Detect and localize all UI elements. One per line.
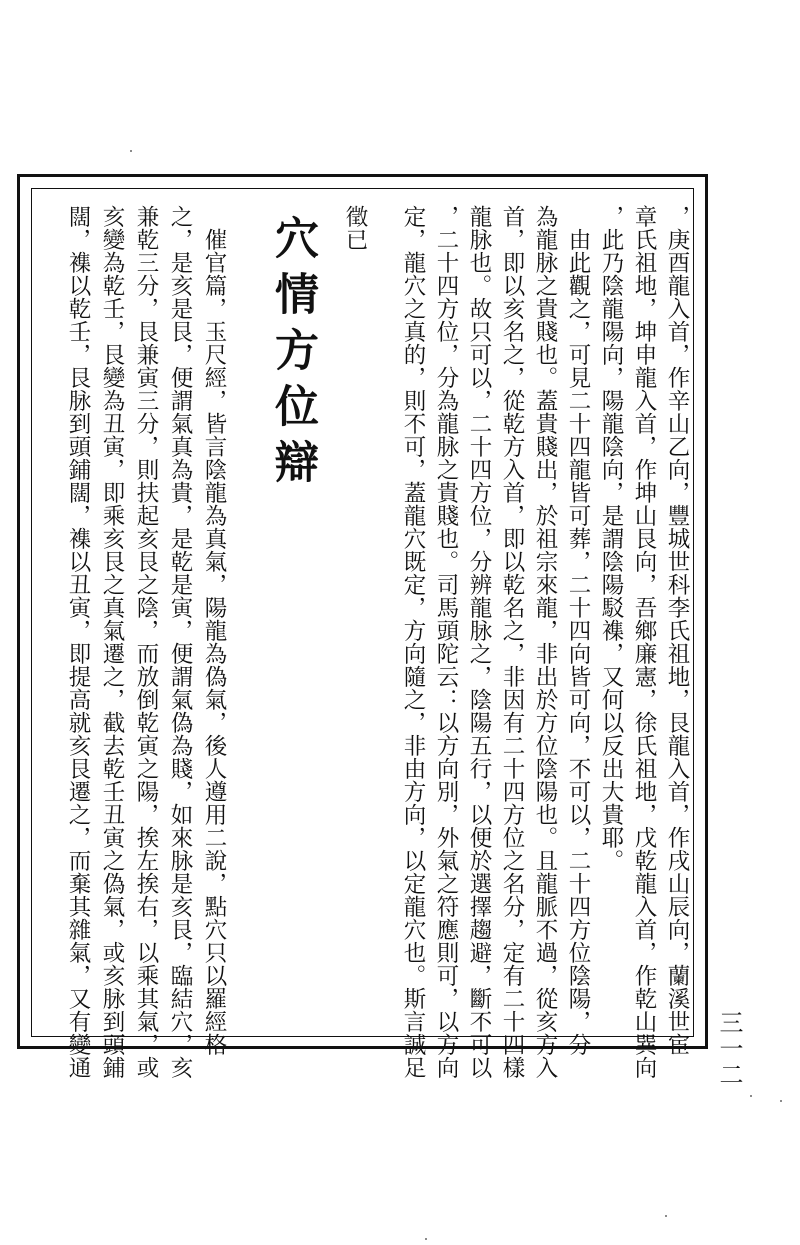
scan-speck: [130, 150, 132, 152]
text-column-r1: ，庚酉龍入首，作辛山乙向，豐城世科李氏祖地，艮龍入首，作戌山辰向，蘭溪世宦: [664, 205, 690, 1056]
scan-speck: [665, 1215, 667, 1217]
text-column-r8: ，二十四方位，分為龍脉之貴賤也。司馬頭陀云：以方向別，外氣之符應則可，以方向: [433, 205, 459, 1079]
text-column-l1: 催官篇，玉尺經，皆言陰龍為真氣，陽龍為偽氣，後人遵用二說，點穴只以羅經格: [201, 205, 227, 1056]
text-column-r9: 定，龍穴之真的，則不可，蓋龍穴既定，方向隨之，非由方向，以定龍穴也。斯言誠足: [400, 205, 426, 1079]
text-column-r4: 由此觀之，可見二十四龍皆可葬，二十四向皆可向，不可以，二十四方位陰陽，分: [565, 205, 591, 1056]
text-column-l4: 亥變為乾壬，艮變為丑寅，即乘亥艮之真氣遷之，截去乾壬丑寅之偽氣，或亥脉到頭鋪: [99, 205, 125, 1079]
text-column-l3: 兼乾三分，艮兼寅三分，則扶起亥艮之陰，而放倒乾寅之陽，挨左挨右，以乘其氣，或: [133, 205, 159, 1079]
scan-speck: [780, 1100, 782, 1102]
text-column-r2: 章氏祖地，坤申龍入首，作坤山艮向，吾鄉廉憲，徐氏祖地，戊乾龍入首，作乾山巽向: [631, 205, 657, 1079]
text-column-l5: 闊，襍以乾壬，艮脉到頭鋪闊，襍以丑寅，即提高就亥艮遷之，而棄其雜氣，又有變通: [65, 205, 91, 1079]
text-column-r6: 首，即以亥名之，從乾方入首，即以乾名之，非因有二十四方位之名分，定有二十四樣: [499, 205, 525, 1079]
section-title: 穴情方位辯: [267, 215, 318, 495]
text-column-r10: 徵已: [342, 205, 368, 251]
scan-speck: [425, 1238, 427, 1240]
page-number: 三一二: [715, 1010, 743, 1088]
scan-speck: [750, 1095, 752, 1097]
text-column-l2: 之，是亥是艮，便謂氣真為貴，是乾是寅，便謂氣偽為賤，如來脉是亥艮，臨結穴，亥: [167, 205, 193, 1079]
text-column-r7: 龍脉也。故只可以，二十四方位，分辨龍脉之，陰陽五行，以便於選擇趨避，斷不可以: [466, 205, 492, 1079]
text-column-r5: 為龍脉之貴賤也。蓋貴賤出，於祖宗來龍，非出於方位陰陽也。且龍脈不過，從亥方入: [532, 205, 558, 1079]
text-column-r3: ，此乃陰龍陽向，陽龍陰向，是謂陰陽駁襍，又何以反出大貴耶。: [598, 205, 624, 872]
